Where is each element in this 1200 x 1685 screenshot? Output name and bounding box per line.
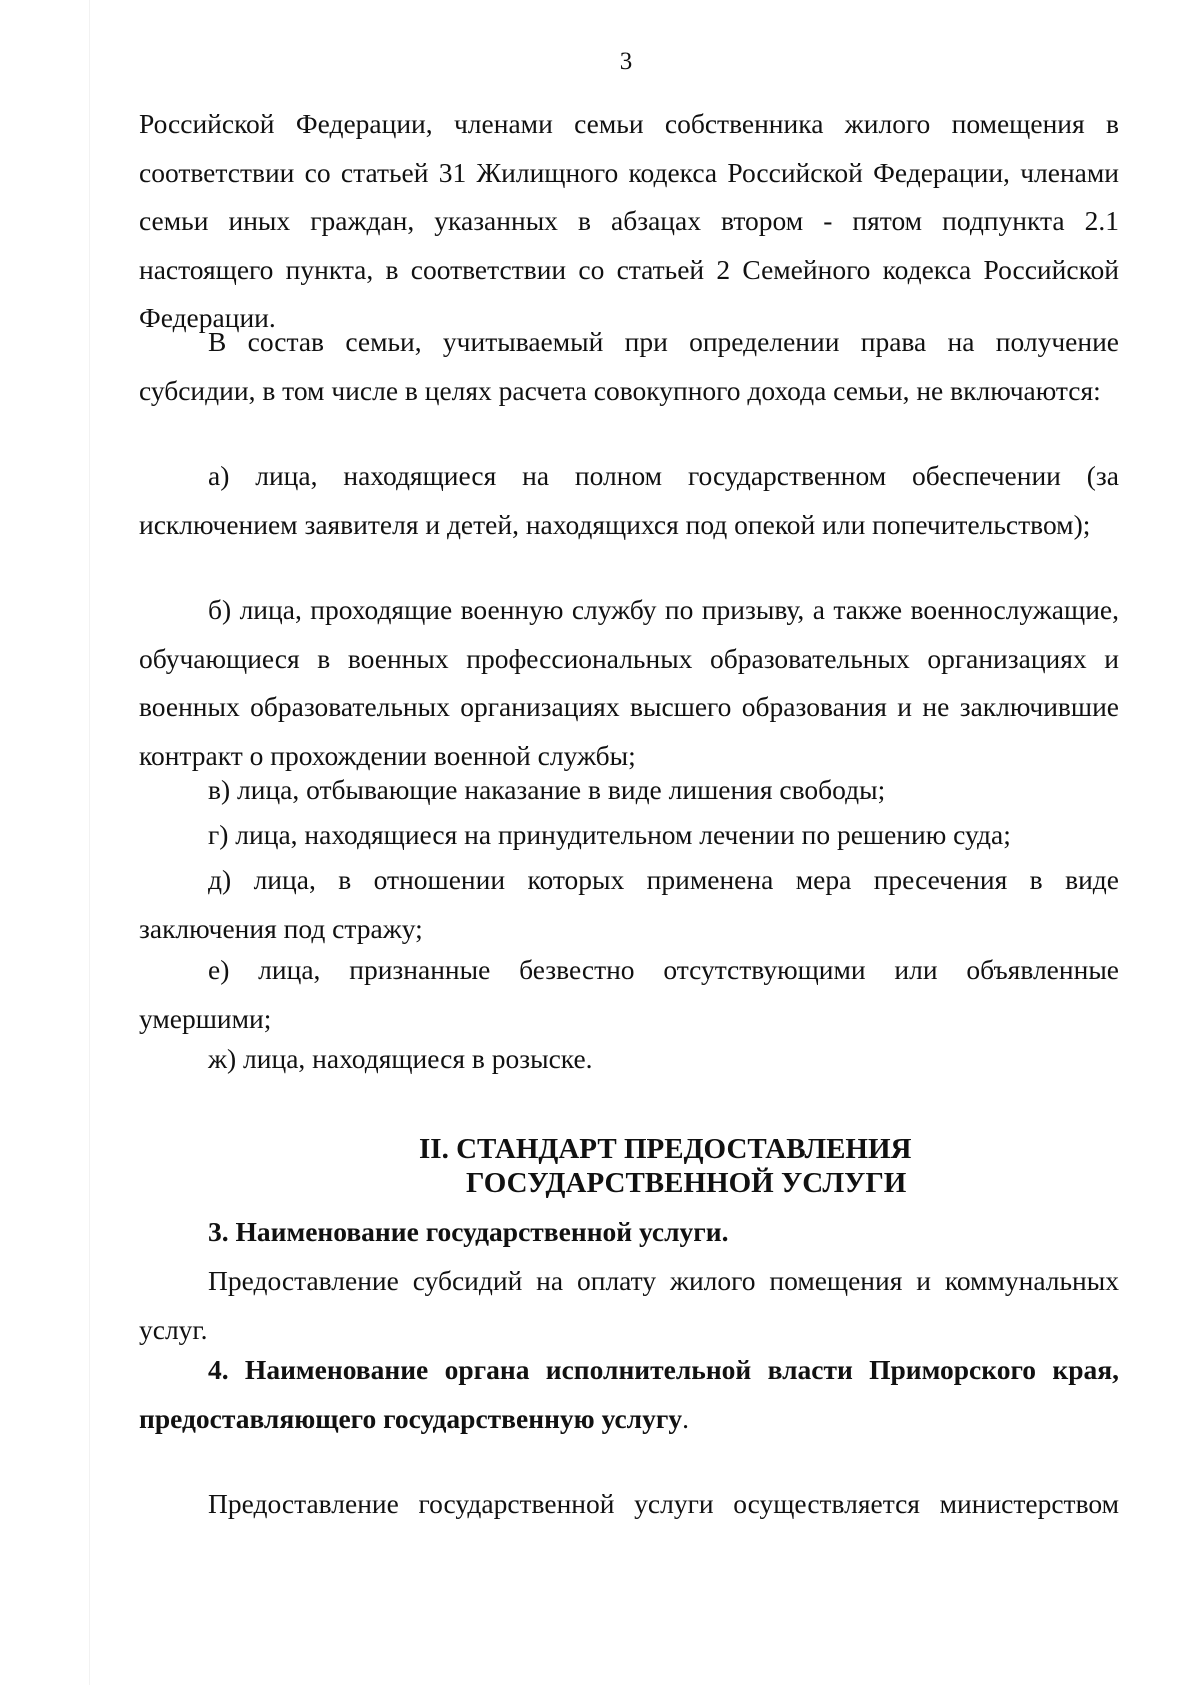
item-4-title-end: . (682, 1402, 689, 1434)
item-3-body: Предоставление субсидий на оплату жилого помещения и коммунальных услуг. (139, 1265, 1119, 1345)
item-4-title (139, 1346, 1119, 1443)
list-item-a: а) лица, находящиеся на полном государственном обеспечении (за исключением заявителя и детей, находящихся под опекой или попечительством); (139, 460, 1119, 540)
list-item-g: г) лица, находящиеся на принудительном лечении по решению суда; (208, 819, 1011, 850)
list-item-e: е) лица, признанные безвестно отсутствующими или объявленные умершими; (139, 954, 1119, 1034)
page-number: 3 (619, 48, 633, 75)
section-heading-line-1: II. СТАНДАРТ ПРЕДОСТАВЛЕНИЯ (419, 1133, 912, 1165)
list-item-d: д) лица, в отношении которых применена мера пресечения в виде заключения под стражу; (139, 864, 1119, 944)
list-item-b: б) лица, проходящие военную службу по призыву, а также военнослужащие, обучающиеся в военных профессиональных образовательных организациях и военных образовательных организациях высшего образования и не заключившие контракт о прохождении военной службы; (139, 594, 1119, 771)
list-item-v: в) лица, отбывающие наказание в виде лишения свободы; (208, 774, 886, 805)
scan-edge-line (89, 0, 90, 1685)
list-item-zh: ж) лица, находящиеся в розыске. (208, 1043, 593, 1074)
section-heading-line-2: ГОСУДАРСТВЕННОЙ УСЛУГИ (466, 1167, 907, 1199)
item-4-body: Предоставление государственной услуги осуществляется министерством (208, 1488, 1119, 1519)
item-3-title-text: 3. Наименование государственной услуги. (208, 1216, 729, 1247)
item-3-title (139, 1208, 1119, 1257)
item-4-title-text: 4. Наименование органа исполнительной власти Приморского края, предоставляющего государственную услугу (139, 1354, 1119, 1434)
paragraph-family-exclusions-intro: В состав семьи, учитываемый при определении права на получение субсидии, в том числе в целях расчета совокупного дохода семьи, не включаются: (139, 326, 1119, 406)
paragraph-family-members: Российской Федерации, членами семьи собственника жилого помещения в соответствии со статьей 31 Жилищного кодекса Российской Федерации, членами семьи иных граждан, указанных в абзацах втором - пятом подпункта 2.1 настоящего пункта, в соответствии со статьей 2 Семейного кодекса Российской Федерации. (139, 108, 1119, 333)
